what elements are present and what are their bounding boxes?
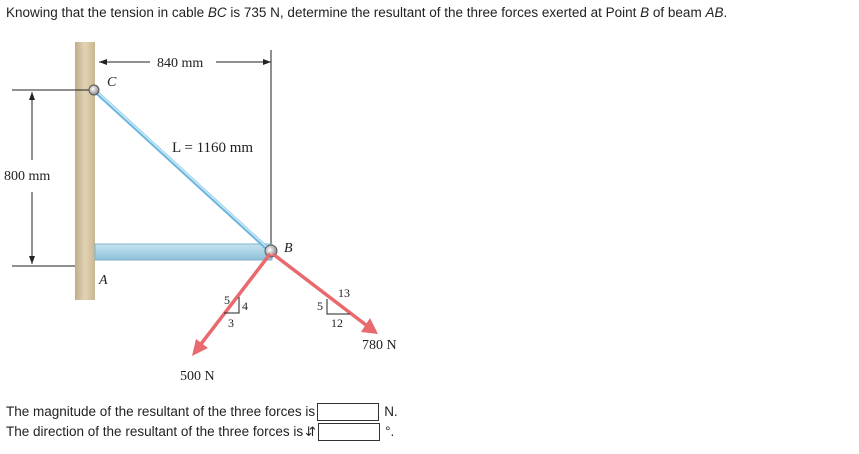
force-780-arrow [273, 254, 366, 325]
label-b: B [284, 241, 293, 256]
slope-500-vert: 4 [242, 299, 248, 313]
magnitude-unit: N. [384, 404, 398, 419]
force-500-arrow [201, 254, 270, 344]
label-c: C [107, 75, 117, 90]
problem-text-2: is 735 N, determine the resultant of the three forces exerted at Point [226, 5, 641, 20]
direction-row [6, 423, 394, 441]
slope-780-horiz: 12 [331, 316, 343, 330]
problem-text-4: . [723, 5, 728, 20]
problem-text-1: Knowing that the tension in cable [6, 5, 208, 20]
direction-input[interactable] [318, 423, 380, 441]
point-name: B [640, 5, 650, 20]
force-500-label: 500 N [180, 369, 215, 384]
label-a: A [99, 273, 108, 288]
dim-vertical-label: 800 mm [4, 169, 51, 184]
magnitude-input[interactable] [317, 403, 379, 421]
magnitude-row [6, 403, 398, 421]
force-780-label: 780 N [362, 338, 397, 353]
slope-500-hyp: 5 [224, 293, 230, 307]
beam-name: AB [705, 5, 724, 20]
problem-text-3: of beam [649, 5, 706, 20]
magnitude-label: The magnitude of the resultant of the three forces is [6, 404, 316, 419]
slope-780-vert: 5 [317, 299, 323, 313]
slope-780-hyp: 13 [338, 286, 350, 300]
pin-c [89, 85, 99, 95]
dim-length-label: L = 1160 mm [172, 140, 254, 156]
cable-name: BC [207, 5, 227, 20]
direction-unit: °. [385, 424, 395, 439]
direction-label: The direction of the resultant of the three forces is [6, 424, 304, 439]
dim-horizontal-label: 840 mm [157, 56, 204, 71]
wall [75, 42, 95, 300]
beam-ab [95, 244, 272, 260]
force-780-head [361, 318, 378, 334]
sort-icon[interactable]: ⇵ [305, 424, 317, 439]
cable-bc-highlight [95, 90, 270, 250]
slope-500-horiz: 3 [228, 316, 234, 330]
force-500-head [192, 339, 208, 356]
